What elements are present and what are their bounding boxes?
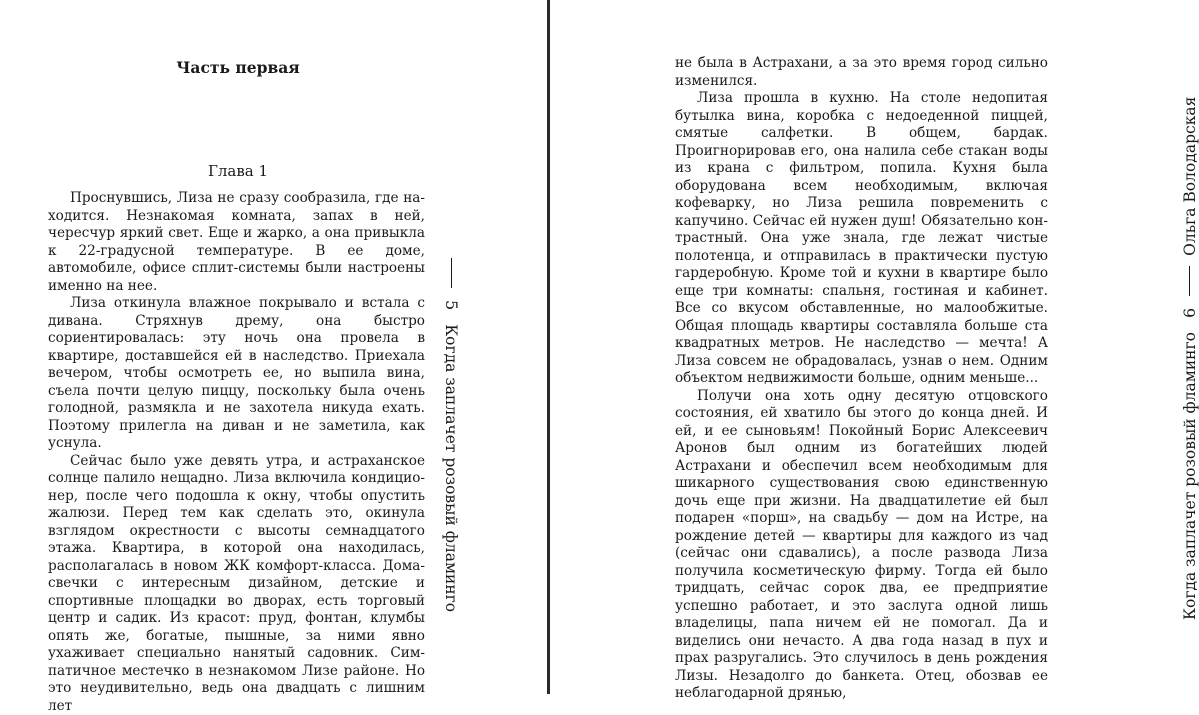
paragraph: Получи она хоть одну десятую отцовского состояния, ей хватило бы этого до конца дней. И ей, и ее сыновьям! Покойный Борис Алексеевич Аронов был одним из богатейших людей Астрахани и обеспечил всем необходимым для шикарного существования свою единственную дочь еще при жизни. На двадцатилетие ей был подарен «порш», на свадьбу — дом на Истре, на рождение детей — квартиры для каждого из чад (сейчас они сдавались), а после развода Лиза получила косметическую фирму. Тогда ей было тридцать, сейчас сорок два, ее предприятие успешно работает, и это заслуга одной лишь владелицы, папа ничем ей не помогал. Да и виделись они нечасто. А два года назад в пух и прах разругались. Это случилось в день рождения Лизы. Незадолго до банкета. Отец, обозвав ее неблагодарной дрянью, bbox=[675, 388, 1048, 703]
continued-paragraph: не была в Астрахани, а за это время город сильно изменился. bbox=[675, 55, 1048, 90]
rail-rule bbox=[1189, 266, 1190, 296]
running-title: Когда заплачет розовый фламинго bbox=[443, 324, 461, 612]
paragraph: Лиза прошла в кухню. На столе недопитая бутылка вина, коробка с недоеденной пиццей, смятые салфетки. В общем, бардак. Проигнорировав его, она налила себе стакан воды из крана с фильтром, попила. Кухня была оборудована всем необходимым, включая кофеварку, но Лиза решила повременить с капучино. Сейчас ей нужен душ! Обязательно контрастный. Она уже знала, где лежат чистые полотенца, и отправилась в практически пустую гардеробную. Кроме той и кухни в квартире было еще три комнаты: спальня, гостиная и кабинет. Все со вкусом обставленные, но малообжитые. Общая площадь квартиры составляла больше ста квадратных метров. Не наследство — мечта! А Лиза совсем не обрадовалась, узнав о нем. Одним объектом недвижимости больше, одним меньше... bbox=[675, 90, 1048, 388]
running-author: Ольга Володарская bbox=[1181, 97, 1199, 256]
right-running-rail bbox=[1180, 85, 1199, 620]
paragraph: Проснувшись, Лиза не сразу сообразила, где находится. Незнакомая комната, запах в ней, чересчур яркий свет. Еще и жарко, а она привыкла к 22-градусной температуре. В ее доме, автомобиле, офисе сплит-системы были настроены именно на нее. bbox=[48, 190, 425, 295]
left-page bbox=[0, 0, 547, 694]
page-number: 6 bbox=[1180, 308, 1199, 318]
right-page-body bbox=[675, 55, 1048, 703]
left-running-rail bbox=[442, 258, 461, 612]
rail-rule bbox=[451, 258, 452, 288]
page-number: 5 bbox=[442, 300, 461, 310]
paragraph: Лиза откинула влажное покрывало и встала с дивана. Стряхнув дрему, она быстро сориентировалась: эту ночь она провела в квартире, доставшейся ей в наследство. Приехала вечером, чтобы осмотреть ее, но выпила вина, съела почти целую пиццу, поскольку была очень голодной, размякла и не захотела никуда ехать. Поэтому прилегла на диван и не заметила, как уснула. bbox=[48, 295, 425, 453]
paragraph: Сейчас было уже девять утра, и астраханское солнце палило нещадно. Лиза включила кондиционер, после чего подошла к окну, чтобы опустить жалюзи. Перед тем как сделать это, окинула взглядом окрестности с высоты семнадцатого этажа. Квартира, в которой она находилась, располагалась в новом ЖК комфорт-класса. Дома-свечки с интересным дизайном, детские и спортивные площадки во дворах, есть торговый центр и садик. Из красот: пруд, фонтан, клумбы опять же, богатые, пышные, за ними явно ухаживает специально нанятый садовник. Симпатичное местечко в незнакомом Лизе районе. Но это неудивительно, ведь она двадцать с лишним лет bbox=[48, 453, 425, 715]
part-title: Часть первая bbox=[90, 58, 386, 77]
running-title-right: Когда заплачет розовый фламинго bbox=[1181, 332, 1199, 620]
chapter-title: Глава 1 bbox=[90, 162, 386, 180]
left-page-body bbox=[48, 190, 425, 715]
